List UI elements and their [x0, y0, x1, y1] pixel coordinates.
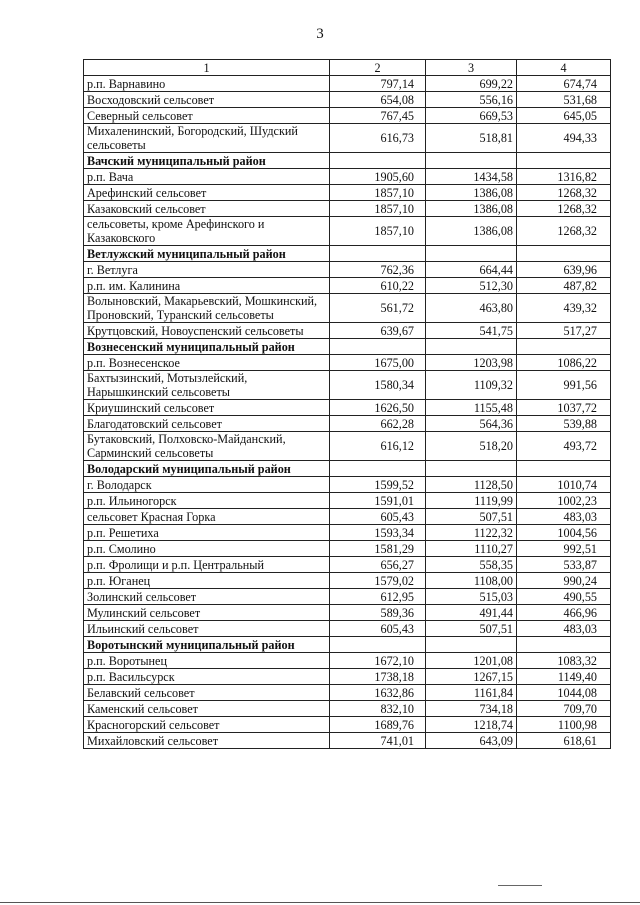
- empty-cell: [330, 153, 426, 169]
- value-col-2: 1857,10: [330, 185, 426, 201]
- table-body: [84, 76, 611, 749]
- value-col-4: 639,96: [517, 262, 611, 278]
- value-col-4: 1086,22: [517, 355, 611, 371]
- value-col-4: 533,87: [517, 557, 611, 573]
- value-col-4: 1100,98: [517, 717, 611, 733]
- table-row: [84, 432, 611, 461]
- value-col-3: 1386,08: [426, 217, 517, 246]
- value-col-4: 645,05: [517, 108, 611, 124]
- value-col-4: 1004,56: [517, 525, 611, 541]
- table-row: [84, 371, 611, 400]
- value-col-2: 612,95: [330, 589, 426, 605]
- value-col-4: 991,56: [517, 371, 611, 400]
- value-col-3: 1122,32: [426, 525, 517, 541]
- settlement-name: Северный сельсовет: [84, 108, 330, 124]
- column-header-2: 2: [330, 60, 426, 76]
- value-col-3: 1201,08: [426, 653, 517, 669]
- value-col-3: 1386,08: [426, 185, 517, 201]
- table-row: [84, 108, 611, 124]
- settlement-name: р.п. Вача: [84, 169, 330, 185]
- value-col-3: 1109,32: [426, 371, 517, 400]
- value-col-4: 531,68: [517, 92, 611, 108]
- value-col-2: 561,72: [330, 294, 426, 323]
- value-col-3: 664,44: [426, 262, 517, 278]
- table-row: [84, 92, 611, 108]
- empty-cell: [426, 153, 517, 169]
- value-col-2: 656,27: [330, 557, 426, 573]
- value-col-2: 605,43: [330, 621, 426, 637]
- settlement-name: Криушинский сельсовет: [84, 400, 330, 416]
- value-col-2: 1591,01: [330, 493, 426, 509]
- empty-cell: [330, 339, 426, 355]
- section-title: Вачский муниципальный район: [84, 153, 330, 169]
- value-col-4: 1268,32: [517, 217, 611, 246]
- table-row: [84, 124, 611, 153]
- value-col-4: 487,82: [517, 278, 611, 294]
- value-col-3: 1434,58: [426, 169, 517, 185]
- value-col-4: 1037,72: [517, 400, 611, 416]
- settlement-name: Красногорский сельсовет: [84, 717, 330, 733]
- value-col-4: 1268,32: [517, 201, 611, 217]
- table-row: [84, 717, 611, 733]
- value-col-3: 643,09: [426, 733, 517, 749]
- value-col-4: 494,33: [517, 124, 611, 153]
- value-col-3: 564,36: [426, 416, 517, 432]
- value-col-3: 734,18: [426, 701, 517, 717]
- page-number: 3: [316, 26, 324, 42]
- section-row: [84, 153, 611, 169]
- settlement-name: Михайловский сельсовет: [84, 733, 330, 749]
- table-row: [84, 653, 611, 669]
- value-col-4: 1316,82: [517, 169, 611, 185]
- empty-cell: [517, 461, 611, 477]
- value-col-4: 618,61: [517, 733, 611, 749]
- table-row: [84, 278, 611, 294]
- settlement-name: Казаковский сельсовет: [84, 201, 330, 217]
- value-col-2: 1593,34: [330, 525, 426, 541]
- value-col-2: 1599,52: [330, 477, 426, 493]
- settlement-name: р.п. Смолино: [84, 541, 330, 557]
- value-col-4: 490,55: [517, 589, 611, 605]
- section-title: Вознесенский муниципальный район: [84, 339, 330, 355]
- value-col-2: 832,10: [330, 701, 426, 717]
- value-col-3: 1267,15: [426, 669, 517, 685]
- settlement-name: Михаленинский, Богородский, Шудский сельсоветы: [84, 124, 330, 153]
- value-col-2: 1689,76: [330, 717, 426, 733]
- section-title: Воротынский муниципальный район: [84, 637, 330, 653]
- value-col-3: 507,51: [426, 621, 517, 637]
- empty-cell: [517, 637, 611, 653]
- value-col-2: 1672,10: [330, 653, 426, 669]
- value-col-2: 654,08: [330, 92, 426, 108]
- table-row: [84, 589, 611, 605]
- table-row: [84, 621, 611, 637]
- table-row: [84, 323, 611, 339]
- value-col-4: 1268,32: [517, 185, 611, 201]
- value-col-3: 1218,74: [426, 717, 517, 733]
- empty-cell: [426, 637, 517, 653]
- value-col-4: 1044,08: [517, 685, 611, 701]
- settlement-name: Бахтызинский, Мотызлейский, Нарышкинский сельсоветы: [84, 371, 330, 400]
- table-row: [84, 525, 611, 541]
- value-col-2: 1905,60: [330, 169, 426, 185]
- empty-cell: [517, 153, 611, 169]
- settlement-name: р.п. им. Калинина: [84, 278, 330, 294]
- settlement-name: р.п. Воротынец: [84, 653, 330, 669]
- section-title: Володарский муниципальный район: [84, 461, 330, 477]
- value-col-4: 483,03: [517, 621, 611, 637]
- settlement-name: Бутаковский, Полховско-Майданский, Сарминский сельсоветы: [84, 432, 330, 461]
- settlement-name: Арефинский сельсовет: [84, 185, 330, 201]
- value-col-4: 517,27: [517, 323, 611, 339]
- value-col-3: 515,03: [426, 589, 517, 605]
- value-col-2: 662,28: [330, 416, 426, 432]
- section-title: Ветлужский муниципальный район: [84, 246, 330, 262]
- table-row: [84, 557, 611, 573]
- settlement-name: р.п. Решетиха: [84, 525, 330, 541]
- value-col-3: 1128,50: [426, 477, 517, 493]
- settlement-name: Золинский сельсовет: [84, 589, 330, 605]
- value-col-4: 1010,74: [517, 477, 611, 493]
- value-col-3: 518,81: [426, 124, 517, 153]
- value-col-2: 616,73: [330, 124, 426, 153]
- value-col-3: 1110,27: [426, 541, 517, 557]
- table-header-row: [84, 60, 611, 76]
- section-row: [84, 246, 611, 262]
- scan-artifact: [0, 902, 640, 903]
- value-col-2: 1581,29: [330, 541, 426, 557]
- settlement-name: Восходовский сельсовет: [84, 92, 330, 108]
- value-col-3: 1161,84: [426, 685, 517, 701]
- value-col-4: 709,70: [517, 701, 611, 717]
- settlement-name: р.п. Ильиногорск: [84, 493, 330, 509]
- value-col-2: 616,12: [330, 432, 426, 461]
- settlement-name: р.п. Фролищи и р.п. Центральный: [84, 557, 330, 573]
- table-row: [84, 262, 611, 278]
- table-row: [84, 201, 611, 217]
- value-col-3: 463,80: [426, 294, 517, 323]
- settlement-name: Крутцовский, Новоуспенский сельсоветы: [84, 323, 330, 339]
- value-col-4: 674,74: [517, 76, 611, 92]
- value-col-3: 699,22: [426, 76, 517, 92]
- value-col-2: 1579,02: [330, 573, 426, 589]
- table-row: [84, 733, 611, 749]
- scan-artifact: [498, 885, 542, 886]
- table-row: [84, 685, 611, 701]
- table-row: [84, 76, 611, 92]
- value-col-2: 1857,10: [330, 217, 426, 246]
- table-row: [84, 355, 611, 371]
- empty-cell: [517, 339, 611, 355]
- empty-cell: [517, 246, 611, 262]
- value-col-2: 762,36: [330, 262, 426, 278]
- settlement-name: сельсовет Красная Горка: [84, 509, 330, 525]
- value-col-4: 466,96: [517, 605, 611, 621]
- section-row: [84, 461, 611, 477]
- settlement-name: р.п. Васильсурск: [84, 669, 330, 685]
- empty-cell: [426, 246, 517, 262]
- value-col-3: 1386,08: [426, 201, 517, 217]
- table-row: [84, 217, 611, 246]
- value-col-2: 639,67: [330, 323, 426, 339]
- table-row: [84, 509, 611, 525]
- value-col-3: 507,51: [426, 509, 517, 525]
- value-col-4: 1083,32: [517, 653, 611, 669]
- table-row: [84, 400, 611, 416]
- settlement-name: р.п. Юганец: [84, 573, 330, 589]
- column-header-1: 1: [84, 60, 330, 76]
- settlement-name: р.п. Варнавино: [84, 76, 330, 92]
- value-col-4: 439,32: [517, 294, 611, 323]
- value-col-3: 558,35: [426, 557, 517, 573]
- table-row: [84, 573, 611, 589]
- empty-cell: [330, 637, 426, 653]
- table-row: [84, 477, 611, 493]
- empty-cell: [426, 339, 517, 355]
- value-col-3: 518,20: [426, 432, 517, 461]
- value-col-2: 605,43: [330, 509, 426, 525]
- column-header-3: 3: [426, 60, 517, 76]
- settlement-name: Белавский сельсовет: [84, 685, 330, 701]
- settlement-name: г. Володарск: [84, 477, 330, 493]
- value-col-3: 1119,99: [426, 493, 517, 509]
- value-col-2: 1632,86: [330, 685, 426, 701]
- value-col-4: 1002,23: [517, 493, 611, 509]
- value-col-3: 669,53: [426, 108, 517, 124]
- value-col-2: 1738,18: [330, 669, 426, 685]
- value-col-3: 512,30: [426, 278, 517, 294]
- settlement-name: сельсоветы, кроме Арефинского и Казаковского: [84, 217, 330, 246]
- value-col-3: 556,16: [426, 92, 517, 108]
- column-header-4: 4: [517, 60, 611, 76]
- section-row: [84, 637, 611, 653]
- value-col-3: 1155,48: [426, 400, 517, 416]
- value-col-2: 589,36: [330, 605, 426, 621]
- settlement-name: Мулинский сельсовет: [84, 605, 330, 621]
- settlement-name: Ильинский сельсовет: [84, 621, 330, 637]
- value-col-2: 1857,10: [330, 201, 426, 217]
- value-col-2: 1580,34: [330, 371, 426, 400]
- settlement-name: г. Ветлуга: [84, 262, 330, 278]
- value-col-4: 1149,40: [517, 669, 611, 685]
- settlement-name: Волыновский, Макарьевский, Мошкинский, Проновский, Туранский сельсоветы: [84, 294, 330, 323]
- value-col-2: 610,22: [330, 278, 426, 294]
- value-col-3: 541,75: [426, 323, 517, 339]
- value-col-2: 1626,50: [330, 400, 426, 416]
- value-col-3: 1108,00: [426, 573, 517, 589]
- value-col-4: 990,24: [517, 573, 611, 589]
- value-col-4: 493,72: [517, 432, 611, 461]
- tariff-table: [83, 59, 611, 749]
- value-col-2: 767,45: [330, 108, 426, 124]
- table-row: [84, 493, 611, 509]
- table-row: [84, 669, 611, 685]
- value-col-4: 539,88: [517, 416, 611, 432]
- table-row: [84, 169, 611, 185]
- table-row: [84, 605, 611, 621]
- value-col-3: 1203,98: [426, 355, 517, 371]
- value-col-4: 483,03: [517, 509, 611, 525]
- value-col-2: 797,14: [330, 76, 426, 92]
- empty-cell: [330, 461, 426, 477]
- value-col-2: 1675,00: [330, 355, 426, 371]
- table-row: [84, 541, 611, 557]
- table-row: [84, 294, 611, 323]
- table-row: [84, 185, 611, 201]
- value-col-3: 491,44: [426, 605, 517, 621]
- section-row: [84, 339, 611, 355]
- value-col-4: 992,51: [517, 541, 611, 557]
- table-row: [84, 416, 611, 432]
- value-col-2: 741,01: [330, 733, 426, 749]
- empty-cell: [330, 246, 426, 262]
- settlement-name: Благодатовский сельсовет: [84, 416, 330, 432]
- settlement-name: р.п. Вознесенское: [84, 355, 330, 371]
- empty-cell: [426, 461, 517, 477]
- table-row: [84, 701, 611, 717]
- settlement-name: Каменский сельсовет: [84, 701, 330, 717]
